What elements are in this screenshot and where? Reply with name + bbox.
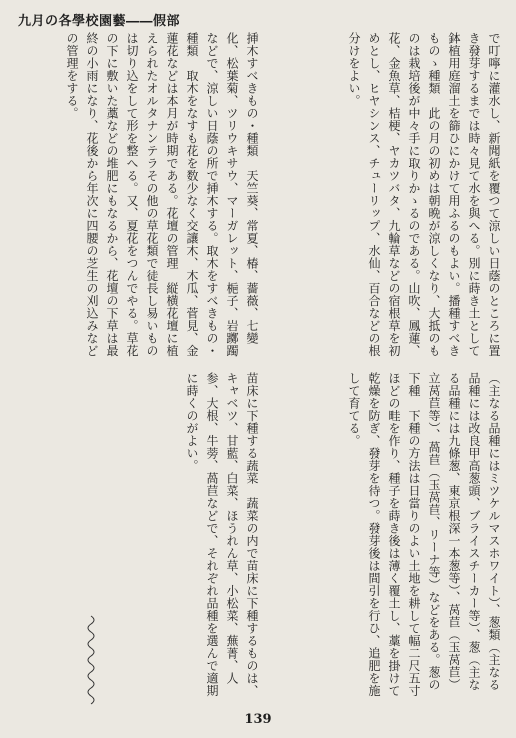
page-number: 139 (244, 712, 272, 727)
text-column-bottom-left (118, 372, 262, 702)
decorative-wavy-line (70, 612, 112, 712)
text-column-top-left (16, 32, 262, 362)
text-column-top-right (268, 32, 504, 362)
paragraph: で叮嚀に灌水し、新聞紙を覆つて涼しい日蔭のところに置き發芽するまでは時々見て水を與へる。別に蒔き土として鉢植用庭溜土を篩ひにかけて用ふるのもよい。播種すべきものゝ種類 此の月の初めは朝晩が涼しくなり、大抵のものは栽培後が中々手に取りかゝるのである。山吹、鳳蓮、花、金魚草、桔梗、ヤカツバタ、九輪草などの宿根草を初めとし、ヒヤシンス、チューリップ、水仙、百合などの根分けをよい。 (347, 32, 501, 357)
paragraph: 挿木すべきもの・種類 天竺葵、常夏、椿、薔薇、七變化、松葉菊、ツリウキサウ、マーガレット、梔子、岩躑躅などで、涼しい日蔭の所で挿木する。取木をすべきもの・種類 取木をなすも花を数少なく交讓木、木瓜、菅見、金蓮花などは本月が時期である。花壇の管理 縦横花壇に植えられたオルタナンテラその他の草花類で徒長し易いものは切り込をして形を整へる。又、夏花をつんでやる。草花の下に敷いた藁などの堆肥にもなるから、花壇の下草は最終の小雨になり、花後から年次に四腰の芝生の刈込みなどの管理をする。 (65, 32, 259, 357)
text-column-bottom-right (268, 372, 504, 702)
running-header: 九月の各學校園藝――假部 (18, 14, 181, 29)
paragraph: 苗床に下種する蔬菜 蔬菜の内で苗床に下種するものは、キャベツ、甘藍、白菜、ほうれん草、小松菜、蕪菁、人参、大根、牛蒡、萵苣などで、それぞれ品種を選んで適期に蒔くのがよい。 (185, 372, 259, 697)
paragraph: （主なる品種にはミツケルマスホワイト）、葱類（主なる品種には改良甲高葱頭、ブライスチーカー等）、葱（主なる品種には九條葱、東京根深一本葱等）、莴苣（玉莴苣）立莴苣等）、萵苣（玉莴苣、リーナ等）などをある。葱の下種 下種の方法は日當りのよい土地を耕して幅二尺五寸ほどの畦を作り、種子を蒔き後は薄く覆土し、藁を掛けて乾燥を防ぎ、發芽を待つ。發芽後は間引を行ひ、追肥を施して育てる。 (347, 372, 501, 697)
